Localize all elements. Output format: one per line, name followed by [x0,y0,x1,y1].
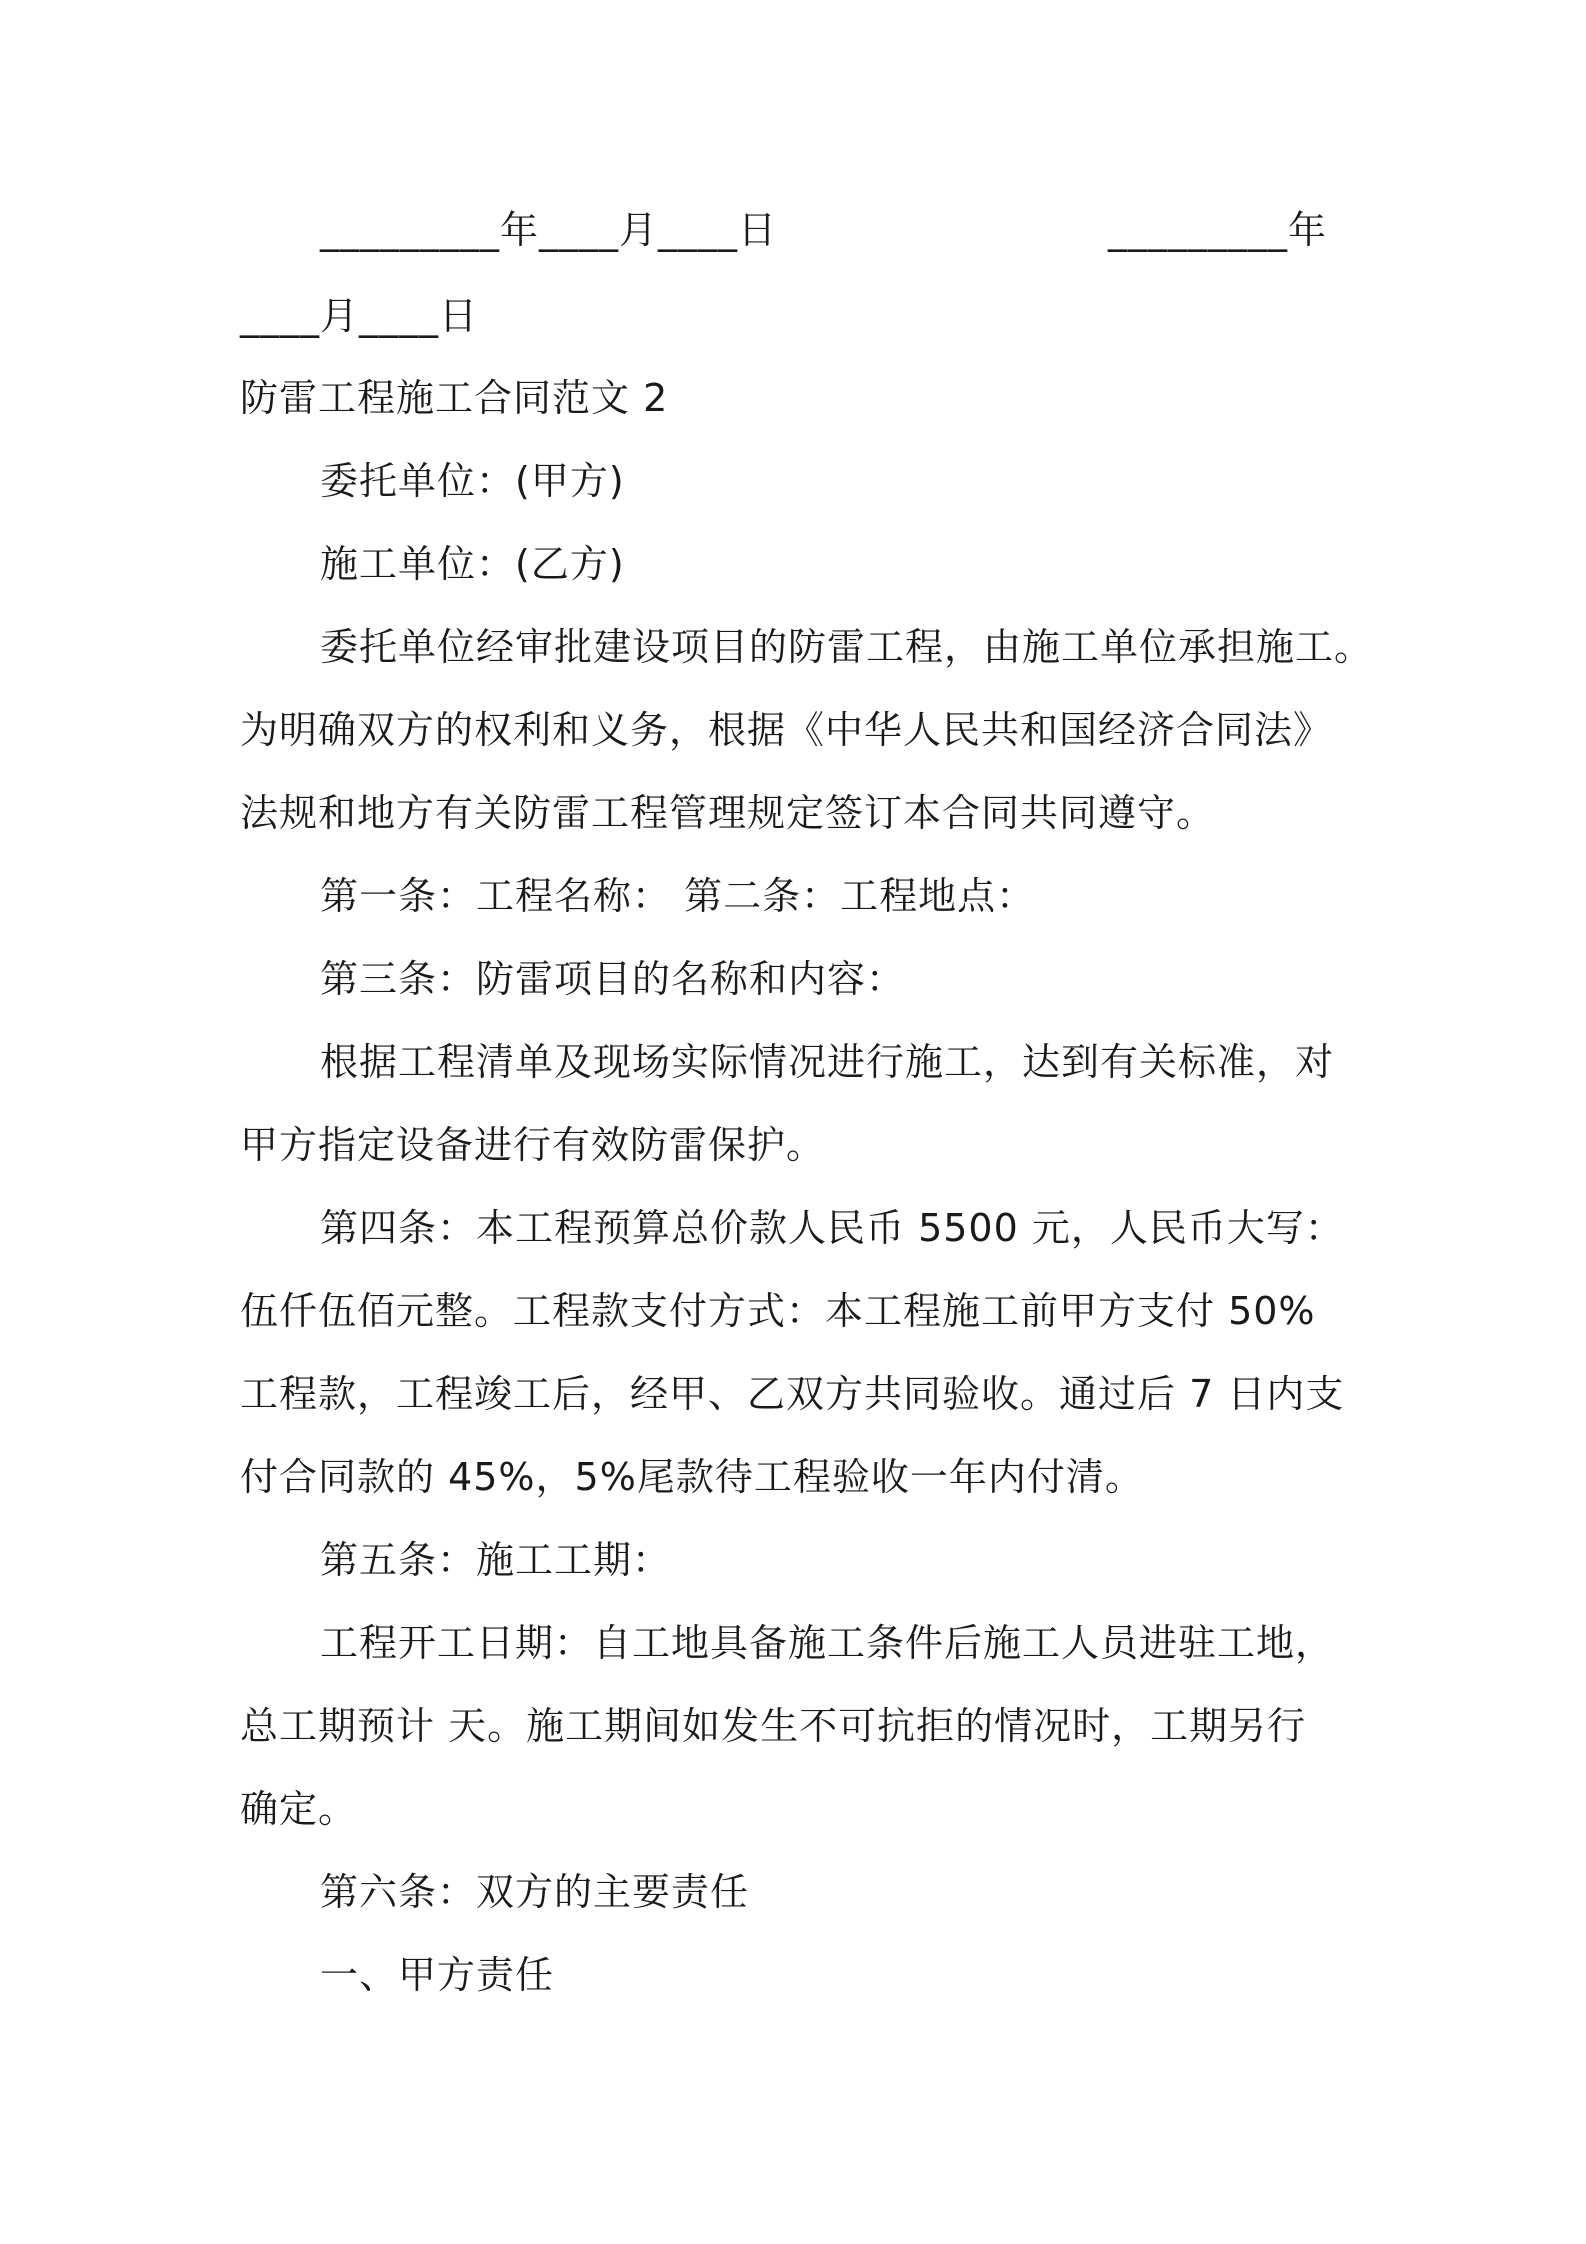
article-5-body-3: 确定。 [240,1787,358,1831]
article-4-line-2: 伍仟伍佰元整。工程款支付方式：本工程施工前甲方支付 50% [240,1289,1316,1333]
article-6-title: 第六条：双方的主要责任 [320,1870,750,1914]
article-4-line-1: 第四条：本工程预算总价款人民币 5500 元，人民币大写： [320,1206,1344,1250]
intro-line-3: 法规和地方有关防雷工程管理规定签订本合同共同遵守。 [240,791,1216,835]
intro-line-1: 委托单位经审批建设项目的防雷工程，由施工单位承担施工。 [320,625,1374,669]
client-unit: 委托单位：(甲方) [320,459,625,503]
article-5-body-2: 总工期预计 天。施工期间如发生不可抗拒的情况时，工期另行 [240,1704,1307,1748]
signature-date-right-part1: _________年 [1108,208,1328,252]
article-3-body-1: 根据工程清单及现场实际情况进行施工，达到有关标准，对 [320,1040,1335,1084]
article-4-line-3: 工程款，工程竣工后，经甲、乙双方共同验收。通过后 7 日内支 [240,1372,1345,1416]
article-3-body-2: 甲方指定设备进行有效防雷保护。 [240,1123,826,1167]
article-3-title: 第三条：防雷项目的名称和内容： [320,957,906,1001]
document-title: 防雷工程施工合同范文 2 [240,376,669,420]
article-4-line-4: 付合同款的 45%，5%尾款待工程验收一年内付清。 [240,1455,1144,1499]
signature-date-left: _________年____月____日 [320,208,778,252]
article-1-2: 第一条：工程名称： 第二条：工程地点： [320,874,1036,918]
article-5-title: 第五条：施工工期： [320,1538,672,1582]
article-5-body-1: 工程开工日期：自工地具备施工条件后施工人员进驻工地， [320,1621,1335,1665]
signature-date-right-part2: ____月____日 [240,294,479,338]
party-a-responsibilities-title: 一、甲方责任 [320,1953,555,1997]
contractor-unit: 施工单位：(乙方) [320,542,625,586]
intro-line-2: 为明确双方的权利和义务，根据《中华人民共和国经济合同法》 [240,708,1333,752]
